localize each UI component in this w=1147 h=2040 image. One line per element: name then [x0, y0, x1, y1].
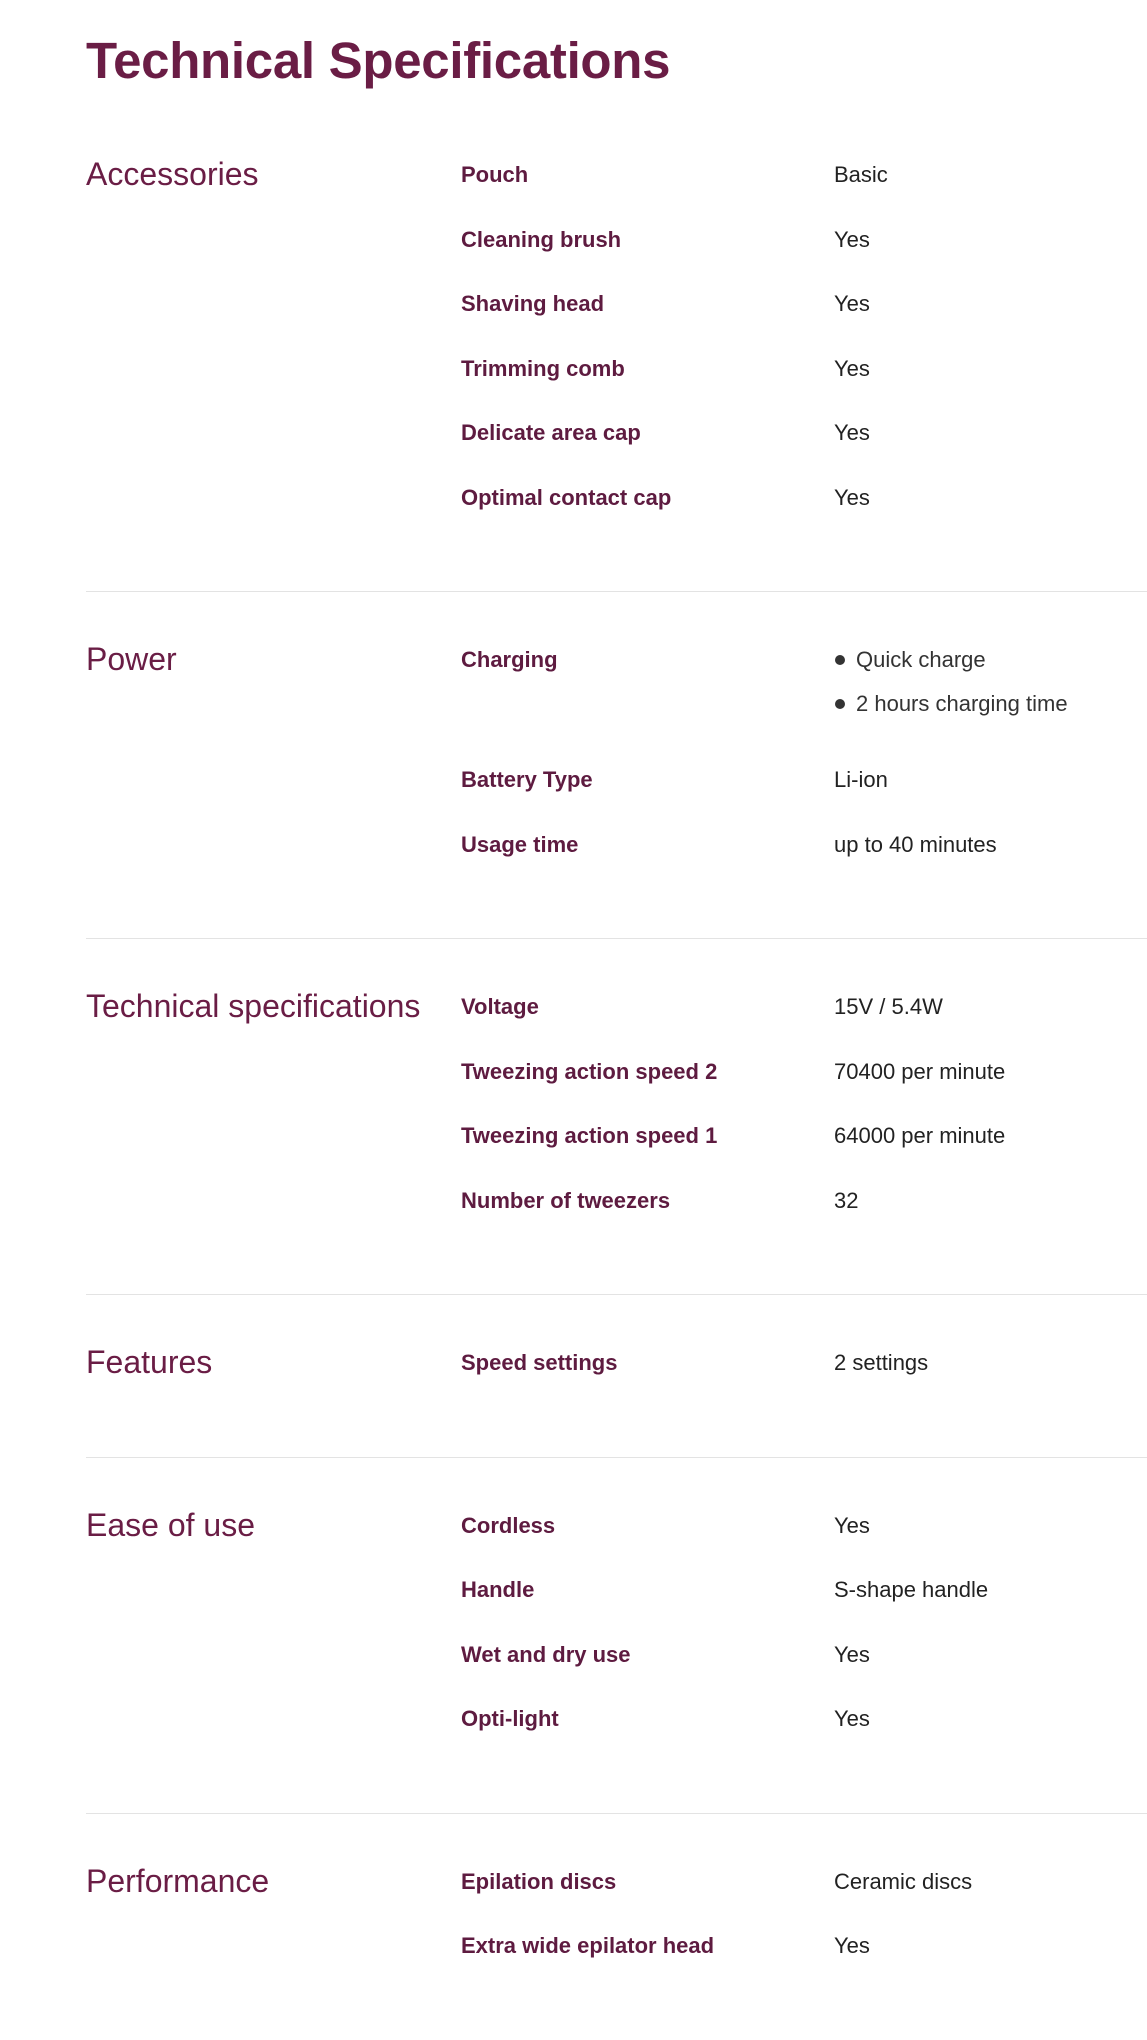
- bullet-list: [834, 645, 1147, 719]
- spec-value: 64000 per minute: [834, 1123, 1006, 1148]
- spec-value: up to 40 minutes: [834, 831, 997, 857]
- spec-value: Yes: [834, 1512, 870, 1538]
- section-features: [86, 1342, 1147, 1458]
- spec-rows: [461, 986, 1147, 1244]
- section-ease-of-use: [86, 1505, 1147, 1814]
- spec-row: [461, 1925, 1147, 1990]
- spec-value: Yes: [834, 484, 870, 510]
- section-title: Technical specifications: [86, 988, 421, 1024]
- spec-label: Optimal contact cap: [461, 484, 672, 510]
- spec-value: S-shape handle: [834, 1577, 989, 1602]
- spec-label: Delicate area cap: [461, 420, 641, 445]
- spec-row: [461, 1180, 1147, 1245]
- spec-label: Charging: [461, 647, 558, 672]
- section-title: Power: [86, 641, 177, 677]
- bullet-item: Quick charge: [834, 645, 1147, 675]
- section-power: [86, 639, 1147, 939]
- spec-label: Epilation discs: [461, 1868, 617, 1894]
- spec-row: [461, 1698, 1147, 1763]
- spec-label: Usage time: [461, 831, 579, 857]
- spec-value: Yes: [834, 1706, 870, 1731]
- spec-row: [461, 1505, 1147, 1570]
- spec-label: Wet and dry use: [461, 1641, 631, 1667]
- spec-value: Yes: [834, 291, 870, 316]
- spec-rows: [461, 1861, 1147, 1990]
- spec-value: 2 settings: [834, 1350, 929, 1375]
- spec-sections: [86, 154, 1147, 2040]
- spec-value: 70400 per minute: [834, 1058, 1006, 1084]
- spec-value: 32: [834, 1187, 859, 1213]
- spec-label: Number of tweezers: [461, 1187, 671, 1213]
- spec-row: [461, 1115, 1147, 1180]
- section-title: Features: [86, 1344, 213, 1380]
- spec-rows: [461, 1505, 1147, 1763]
- spec-row: [461, 1051, 1147, 1116]
- spec-row: [461, 477, 1147, 542]
- spec-value: Yes: [834, 1933, 870, 1958]
- spec-row: [461, 283, 1147, 348]
- spec-row: [461, 824, 1147, 889]
- bullet-item: 2 hours charging time: [834, 689, 1147, 719]
- spec-row: [461, 348, 1147, 413]
- spec-label: Handle: [461, 1577, 535, 1602]
- spec-value: Yes: [834, 226, 870, 252]
- spec-rows: [461, 154, 1147, 541]
- page-title: Technical Specifications: [86, 32, 671, 89]
- spec-row: [461, 1569, 1147, 1634]
- section-title: Ease of use: [86, 1506, 255, 1543]
- spec-value: Yes: [834, 1641, 870, 1667]
- spec-value: Basic: [834, 162, 888, 187]
- section-title: Accessories: [86, 156, 259, 192]
- spec-value: Ceramic discs: [834, 1868, 973, 1894]
- spec-label: Tweezing action speed 2: [461, 1058, 718, 1084]
- spec-page: [86, 0, 1147, 2040]
- spec-row: [461, 412, 1147, 477]
- spec-row: [461, 986, 1147, 1051]
- spec-label: Voltage: [461, 994, 539, 1019]
- spec-value: Yes: [834, 420, 870, 445]
- spec-value: Li-ion: [834, 767, 888, 792]
- spec-row: [461, 1342, 1147, 1407]
- spec-row: [461, 759, 1147, 824]
- spec-value: [834, 639, 1147, 733]
- spec-label: Pouch: [461, 162, 529, 187]
- spec-row: [461, 154, 1147, 219]
- spec-rows: [461, 639, 1147, 888]
- spec-label: Cleaning brush: [461, 226, 622, 252]
- spec-label: Trimming comb: [461, 355, 625, 381]
- spec-label: Speed settings: [461, 1350, 618, 1375]
- spec-row: [461, 1634, 1147, 1699]
- spec-label: Cordless: [461, 1512, 556, 1538]
- spec-label: Battery Type: [461, 767, 593, 792]
- section-performance: [86, 1861, 1147, 2040]
- spec-value: 15V / 5.4W: [834, 994, 943, 1019]
- section-accessories: [86, 154, 1147, 592]
- spec-label: Tweezing action speed 1: [461, 1123, 718, 1148]
- spec-label: Extra wide epilator head: [461, 1933, 715, 1958]
- spec-label: Opti-light: [461, 1706, 559, 1731]
- spec-rows: [461, 1342, 1147, 1407]
- spec-label: Shaving head: [461, 291, 605, 316]
- section-title: Performance: [86, 1862, 270, 1899]
- spec-row: [461, 219, 1147, 284]
- spec-row: [461, 1861, 1147, 1926]
- section-technical-specifications: [86, 986, 1147, 1295]
- spec-row: [461, 639, 1147, 759]
- spec-value: Yes: [834, 355, 870, 381]
